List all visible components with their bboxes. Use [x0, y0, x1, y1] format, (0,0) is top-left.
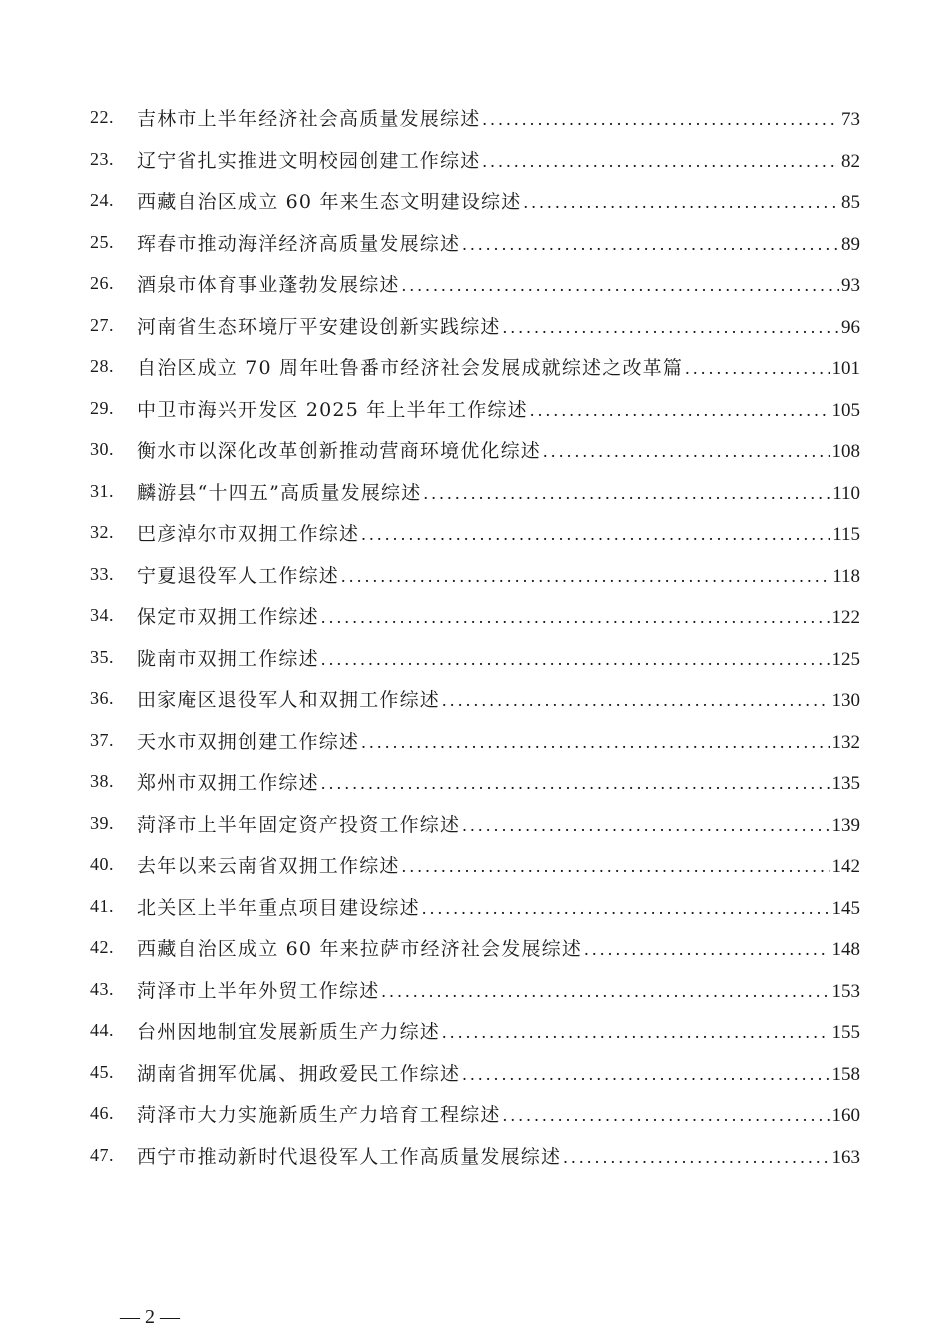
- toc-entry-line: [137, 1059, 860, 1086]
- toc-entry-title: 西藏自治区成立 60 年来生态文明建设综述: [137, 191, 522, 214]
- toc-entry[interactable]: [0, 554, 950, 596]
- toc-entry-page: 108: [831, 441, 860, 463]
- toc-entry-number: 27.: [90, 314, 114, 335]
- toc-dot-leader: [361, 732, 829, 753]
- toc-dot-leader: [422, 898, 830, 919]
- toc-entry-number: 45.: [90, 1061, 114, 1082]
- toc-entry-line: [137, 1142, 860, 1169]
- toc-entry-page: 105: [831, 399, 860, 421]
- toc-entry-page: 130: [831, 690, 860, 712]
- toc-entry-line: [137, 685, 860, 712]
- toc-entry-line: [137, 312, 860, 339]
- toc-entry[interactable]: [0, 886, 950, 928]
- toc-entry-number: 32.: [90, 522, 114, 543]
- toc-entry[interactable]: [0, 927, 950, 969]
- toc-entry[interactable]: [0, 346, 950, 388]
- toc-dot-leader: [563, 1147, 829, 1168]
- toc-entry-number: 46.: [90, 1103, 114, 1124]
- toc-entry-number: 43.: [90, 978, 114, 999]
- toc-entry[interactable]: [0, 139, 950, 181]
- toc-entry[interactable]: [0, 388, 950, 430]
- toc-entry-title: 衡水市以深化改革创新推动营商环境优化综述: [137, 440, 542, 463]
- toc-entry-page: 101: [831, 358, 860, 380]
- toc-entry[interactable]: [0, 678, 950, 720]
- toc-entry-number: 38.: [90, 771, 114, 792]
- toc-entry-page: 148: [831, 939, 860, 961]
- toc-entry-number: 26.: [90, 273, 114, 294]
- toc-entry-line: [137, 104, 860, 131]
- toc-dot-leader: [321, 649, 830, 670]
- toc-entry-title: 菏泽市大力实施新质生产力培育工程综述: [137, 1104, 501, 1127]
- toc-entry[interactable]: [0, 720, 950, 762]
- toc-entry-page: 163: [831, 1146, 860, 1168]
- toc-entry-title: 保定市双拥工作综述: [137, 606, 319, 629]
- toc-entry-page: 89: [841, 233, 860, 255]
- toc-entry-line: [137, 893, 860, 920]
- toc-entry-page: 153: [831, 980, 860, 1002]
- toc-entry-title: 湖南省拥军优属、拥政爱民工作综述: [137, 1062, 461, 1085]
- toc-entry-title: 菏泽市上半年外贸工作综述: [137, 979, 380, 1002]
- toc-entry-page: 142: [831, 856, 860, 878]
- toc-dot-leader: [321, 607, 830, 628]
- toc-entry-line: [137, 519, 860, 546]
- toc-entry-number: 42.: [90, 937, 114, 958]
- toc-entry-number: 44.: [90, 1020, 114, 1041]
- toc-dot-leader: [523, 192, 839, 213]
- toc-entry-line: [137, 602, 860, 629]
- toc-entry-page: 73: [841, 109, 860, 131]
- toc-entry-line: [137, 229, 860, 256]
- toc-entry[interactable]: [0, 1010, 950, 1052]
- toc-entry-title: 珲春市推动海洋经济高质量发展综述: [137, 232, 461, 255]
- toc-entry-title: 麟游县“十四五”高质量发展综述: [137, 481, 422, 504]
- toc-entry-title: 自治区成立 70 周年吐鲁番市经济社会发展成就综述之改革篇: [137, 357, 684, 380]
- toc-entry[interactable]: [0, 761, 950, 803]
- toc-entry[interactable]: [0, 1052, 950, 1094]
- page-number: — 2 —: [120, 1306, 180, 1328]
- toc-dot-leader: [442, 1022, 829, 1043]
- toc-entry-line: [137, 1100, 860, 1127]
- toc-entry-page: 125: [831, 648, 860, 670]
- toc-dot-leader: [321, 773, 830, 794]
- toc-entry-line: [137, 768, 860, 795]
- toc-entry-number: 37.: [90, 729, 114, 750]
- toc-entry[interactable]: [0, 471, 950, 513]
- toc-entry[interactable]: [0, 305, 950, 347]
- toc-entry-title: 巴彦淖尔市双拥工作综述: [137, 523, 360, 546]
- table-of-contents: [0, 97, 950, 1176]
- toc-entry[interactable]: [0, 222, 950, 264]
- toc-entry[interactable]: [0, 637, 950, 679]
- toc-entry-line: [137, 353, 860, 380]
- toc-entry-title: 河南省生态环境厅平安建设创新实践综述: [137, 315, 501, 338]
- toc-entry-line: [137, 810, 860, 837]
- toc-dot-leader: [543, 441, 829, 462]
- toc-entry[interactable]: [0, 844, 950, 886]
- toc-dot-leader: [341, 566, 830, 587]
- toc-entry-page: 82: [841, 150, 860, 172]
- toc-dot-leader: [462, 234, 839, 255]
- toc-entry-number: 33.: [90, 563, 114, 584]
- toc-entry[interactable]: [0, 803, 950, 845]
- toc-entry-number: 23.: [90, 148, 114, 169]
- toc-entry-line: [137, 436, 860, 463]
- toc-entry-page: 115: [832, 524, 860, 546]
- toc-entry-number: 39.: [90, 812, 114, 833]
- toc-dot-leader: [462, 1064, 829, 1085]
- toc-entry[interactable]: [0, 97, 950, 139]
- toc-entry[interactable]: [0, 429, 950, 471]
- toc-entry-page: 110: [832, 482, 860, 504]
- toc-entry-number: 31.: [90, 480, 114, 501]
- toc-entry-line: [137, 270, 860, 297]
- toc-entry-page: 118: [832, 565, 860, 587]
- toc-entry-number: 41.: [90, 895, 114, 916]
- toc-entry-line: [137, 727, 860, 754]
- toc-entry-title: 西藏自治区成立 60 年来拉萨市经济社会发展综述: [137, 938, 583, 961]
- toc-dot-leader: [482, 109, 839, 130]
- toc-entry-title: 北关区上半年重点项目建设综述: [137, 896, 420, 919]
- toc-entry-number: 40.: [90, 854, 114, 875]
- toc-entry-number: 36.: [90, 688, 114, 709]
- toc-entry-line: [137, 395, 860, 422]
- toc-dot-leader: [381, 981, 829, 1002]
- toc-entry-number: 29.: [90, 397, 114, 418]
- toc-entry-number: 47.: [90, 1144, 114, 1165]
- toc-entry-page: 132: [831, 731, 860, 753]
- toc-entry-title: 陇南市双拥工作综述: [137, 647, 319, 670]
- toc-entry-title: 宁夏退役军人工作综述: [137, 564, 340, 587]
- toc-entry-number: 35.: [90, 646, 114, 667]
- toc-entry-line: [137, 934, 860, 961]
- toc-entry[interactable]: [0, 263, 950, 305]
- toc-dot-leader: [462, 815, 829, 836]
- toc-dot-leader: [402, 856, 830, 877]
- toc-entry-line: [137, 1017, 860, 1044]
- toc-entry-title: 天水市双拥创建工作综述: [137, 730, 360, 753]
- toc-entry-line: [137, 851, 860, 878]
- toc-dot-leader: [402, 275, 839, 296]
- toc-entry-page: 139: [831, 814, 860, 836]
- toc-entry-title: 去年以来云南省双拥工作综述: [137, 855, 400, 878]
- toc-entry[interactable]: [0, 1135, 950, 1177]
- toc-dot-leader: [482, 151, 839, 172]
- toc-entry-title: 西宁市推动新时代退役军人工作高质量发展综述: [137, 1145, 562, 1168]
- toc-entry-page: 85: [841, 192, 860, 214]
- toc-entry-number: 24.: [90, 190, 114, 211]
- toc-entry-title: 酒泉市体育事业蓬勃发展综述: [137, 274, 400, 297]
- toc-entry-title: 辽宁省扎实推进文明校园创建工作综述: [137, 149, 481, 172]
- toc-entry-page: 145: [831, 897, 860, 919]
- toc-entry-title: 台州因地制宜发展新质生产力综述: [137, 1021, 441, 1044]
- toc-entry-title: 田家庵区退役军人和双拥工作综述: [137, 689, 441, 712]
- toc-entry-title: 郑州市双拥工作综述: [137, 772, 319, 795]
- toc-entry-page: 96: [841, 316, 860, 338]
- toc-entry-line: [137, 478, 860, 505]
- toc-entry-line: [137, 644, 860, 671]
- toc-dot-leader: [361, 524, 830, 545]
- toc-entry[interactable]: [0, 595, 950, 637]
- toc-entry-line: [137, 187, 860, 214]
- toc-entry[interactable]: [0, 180, 950, 222]
- toc-entry-title: 菏泽市上半年固定资产投资工作综述: [137, 813, 461, 836]
- toc-entry-line: [137, 976, 860, 1003]
- toc-entry[interactable]: [0, 969, 950, 1011]
- toc-entry-title: 中卫市海兴开发区 2025 年上半年工作综述: [137, 398, 528, 421]
- toc-dot-leader: [503, 317, 839, 338]
- toc-dot-leader: [503, 1105, 830, 1126]
- toc-entry-number: 34.: [90, 605, 114, 626]
- toc-entry[interactable]: [0, 1093, 950, 1135]
- toc-entry-page: 135: [831, 773, 860, 795]
- toc-entry-title: 吉林市上半年经济社会高质量发展综述: [137, 108, 481, 131]
- toc-entry-page: 160: [831, 1105, 860, 1127]
- toc-dot-leader: [530, 400, 830, 421]
- toc-entry-number: 22.: [90, 107, 114, 128]
- toc-entry-page: 158: [831, 1063, 860, 1085]
- toc-entry-number: 28.: [90, 356, 114, 377]
- toc-entry[interactable]: [0, 512, 950, 554]
- toc-dot-leader: [442, 690, 829, 711]
- toc-dot-leader: [423, 483, 830, 504]
- toc-entry-page: 122: [831, 607, 860, 629]
- toc-entry-line: [137, 561, 860, 588]
- toc-entry-number: 30.: [90, 439, 114, 460]
- toc-entry-page: 155: [831, 1022, 860, 1044]
- toc-dot-leader: [685, 358, 829, 379]
- toc-entry-line: [137, 146, 860, 173]
- toc-entry-page: 93: [841, 275, 860, 297]
- toc-dot-leader: [584, 939, 829, 960]
- toc-entry-number: 25.: [90, 231, 114, 252]
